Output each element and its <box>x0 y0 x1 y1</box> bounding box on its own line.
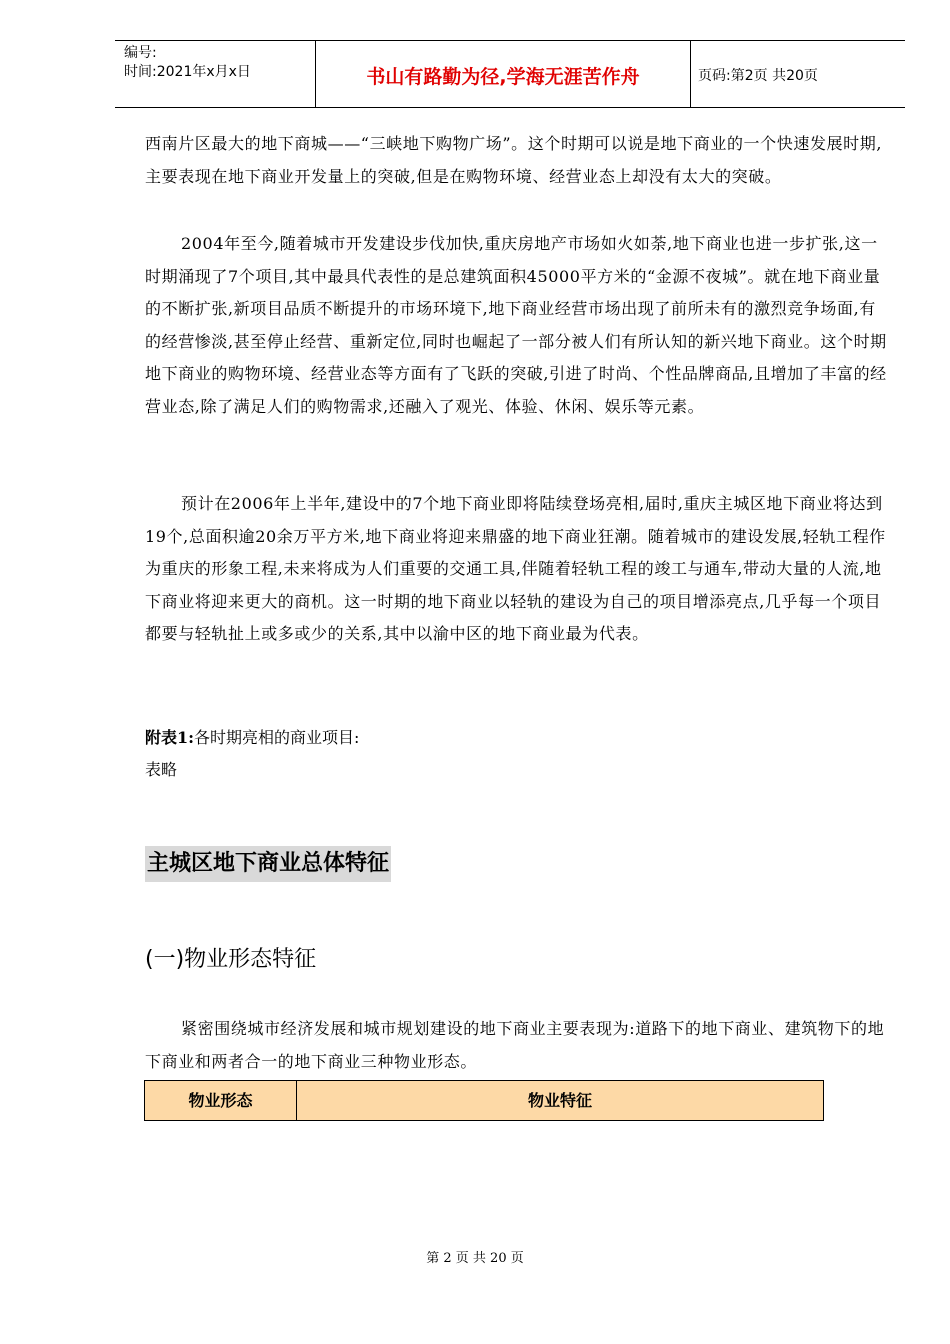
body-paragraph-2-text: 2004年至今,随着城市开发建设步伐加快,重庆房地产市场如火如荼,地下商业也进一步扩张,这一时期涌现了7个项目,其中最具代表性的是总建筑面积45000平方米的“金源不夜城”。就在地下商业量的不断扩张,新项目品质不断提升的市场环境下,地下商业经营市场出现了前所未有的激烈竞争场面,有的经营惨淡,甚至停止经营、重新定位,同时也崛起了一部分被人们有所认知的新兴地下商业。这个时期地下商业的购物环境、经营业态等方面有了飞跃的突破,引进了时尚、个性品牌商品,且增加了丰富的经营业态,除了满足人们的购物需求,还融入了观光、体验、休闲、娱乐等元素。 <box>145 234 887 416</box>
subsection-heading: (一)物业形态特征 <box>145 947 317 972</box>
header-page-info: 页码:第2页 共20页 <box>698 68 818 84</box>
table-omitted-note: 表略 <box>145 760 178 779</box>
header-motto-cell <box>315 41 691 107</box>
table-header-property-form: 物业形态 <box>145 1081 297 1120</box>
page-header <box>115 40 905 108</box>
header-page-cell <box>690 41 905 107</box>
section-heading: 主城区地下商业总体特征 <box>145 846 391 882</box>
body-paragraph-4 <box>145 1013 890 1078</box>
appendix-caption <box>145 722 359 754</box>
body-paragraph-3-text: 预计在2006年上半年,建设中的7个地下商业即将陆续登场亮相,届时,重庆主城区地下商业将达到19个,总面积逾20余万平方米,地下商业将迎来鼎盛的地下商业狂潮。随着城市的建设发展,轻轨工程作为重庆的形象工程,未来将成为人们重要的交通工具,伴随着轻轨工程的竣工与通车,带动大量的人流,地下商业将迎来更大的商机。这一时期的地下商业以轻轨的建设为自己的项目增添亮点,几乎每一个项目都要与轻轨扯上或多或少的关系,其中以渝中区的地下商业最为代表。 <box>145 494 886 643</box>
body-paragraph-3 <box>145 488 890 651</box>
table-header-property-feature: 物业特征 <box>527 1091 592 1110</box>
property-table-header <box>144 1080 824 1121</box>
page-footer: 第 2 页 共 20 页 <box>426 1251 524 1266</box>
header-motto: 书山有路勤为径,学海无涯苦作舟 <box>366 66 640 88</box>
body-paragraph-1: 西南片区最大的地下商城——“三峡地下购物广场”。这个时期可以说是地下商业的一个快速发展时期,主要表现在地下商业开发量上的突破,但是在购物环境、经营业态上却没有太大的突破。 <box>145 134 883 186</box>
document-time-label: 时间:2021年x月x日 <box>124 64 251 80</box>
header-meta-cell <box>115 41 315 107</box>
appendix-label: 附表1: <box>145 728 195 747</box>
body-paragraph-4-text: 紧密围绕城市经济发展和城市规划建设的地下商业主要表现为:道路下的地下商业、建筑物下的地下商业和两者合一的地下商业三种物业形态。 <box>145 1019 885 1071</box>
appendix-text: 各时期亮相的商业项目: <box>194 728 360 747</box>
body-paragraph-2 <box>145 228 890 423</box>
document-number-label: 编号: <box>124 45 157 61</box>
